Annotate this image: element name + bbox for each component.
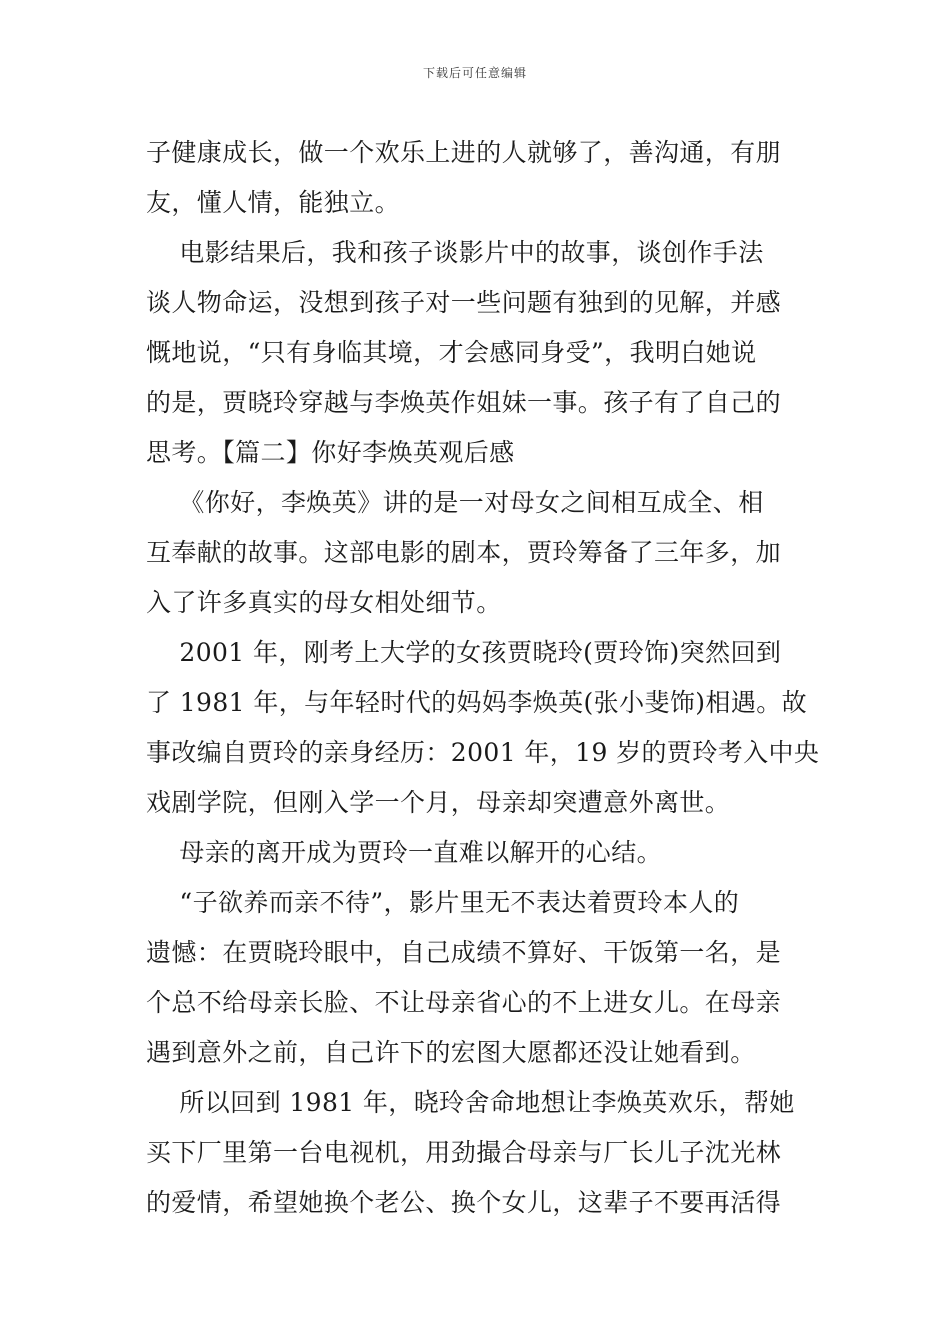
body-line: 友，懂人情，能独立。 <box>146 188 401 217</box>
body-line: 思考。【篇二】你好李焕英观后感 <box>146 438 515 467</box>
body-line: 所以回到 1981 年，晓玲舍命地想让李焕英欢乐，帮她 <box>146 1088 795 1117</box>
body-line: 了 1981 年，与年轻时代的妈妈李焕英(张小斐饰)相遇。故 <box>146 688 808 717</box>
body-line: 个总不给母亲长脸、不让母亲省心的不上进女儿。在母亲 <box>146 988 782 1017</box>
body-line: 电影结果后，我和孩子谈影片中的故事，谈创作手法 <box>146 238 764 267</box>
body-line: 母亲的离开成为贾玲一直难以解开的心结。 <box>146 838 662 867</box>
body-line: 戏剧学院，但刚入学一个月，母亲却突遭意外离世。 <box>146 788 731 817</box>
body-line: 《你好，李焕英》讲的是一对母女之间相互成全、相 <box>146 488 764 517</box>
page-header: 下载后可任意编辑 <box>422 66 527 80</box>
body-line: 的是，贾晓玲穿越与李焕英作姐妹一事。孩子有了自己的 <box>146 388 782 417</box>
body-line: 入了许多真实的母女相处细节。 <box>146 588 502 617</box>
body-line: “子欲养而亲不待”，影片里无不表达着贾玲本人的 <box>146 888 740 917</box>
body-line: 2001 年，刚考上大学的女孩贾晓玲(贾玲饰)突然回到 <box>146 638 782 667</box>
body-line: 子健康成长，做一个欢乐上进的人就够了，善沟通，有朋 <box>146 138 782 167</box>
body-line: 慨地说，“只有身临其境，才会感同身受”，我明白她说 <box>146 338 757 367</box>
body-line: 谈人物命运，没想到孩子对一些问题有独到的见解，并感 <box>146 288 782 317</box>
body-line: 互奉献的故事。这部电影的剧本，贾玲筹备了三年多，加 <box>146 538 782 567</box>
body-line: 买下厂里第一台电视机，用劲撮合母亲与厂长儿子沈光林 <box>146 1138 782 1167</box>
body-line: 遇到意外之前，自己许下的宏图大愿都还没让她看到。 <box>146 1038 756 1067</box>
body-line: 遗憾：在贾晓玲眼中，自己成绩不算好、干饭第一名，是 <box>146 938 782 967</box>
body-line: 事改编自贾玲的亲身经历：2001 年，19 岁的贾玲考入中央 <box>146 738 820 767</box>
body-line: 的爱情，希望她换个老公、换个女儿，这辈子不要再活得 <box>146 1188 782 1217</box>
